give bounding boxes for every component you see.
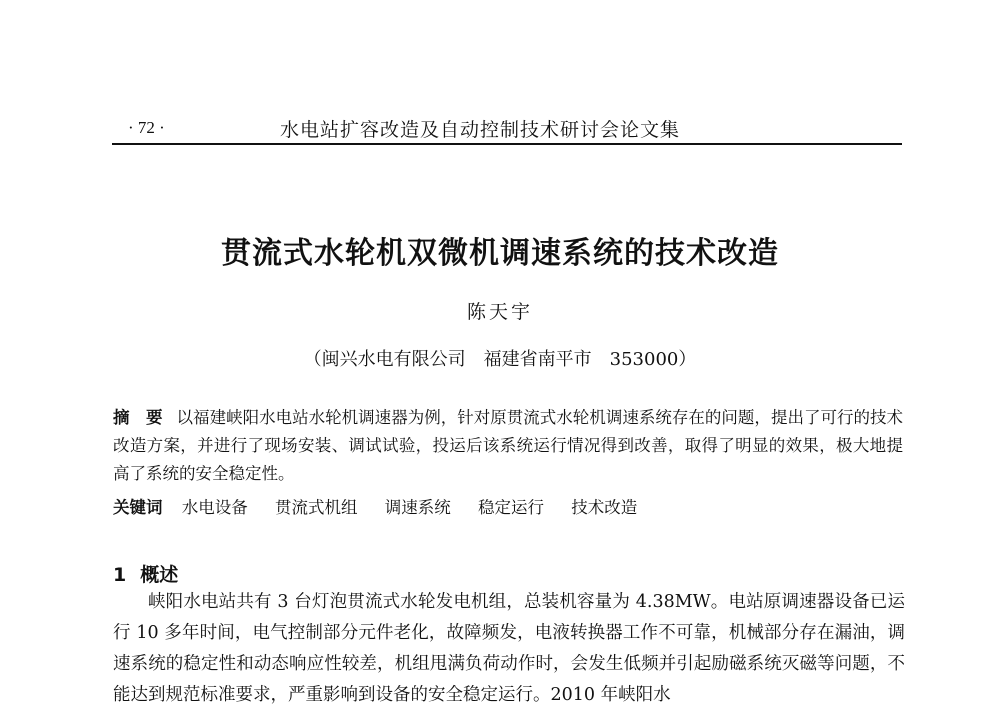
abstract [113, 404, 903, 488]
author-affiliation: （闽兴水电有限公司 福建省南平市 353000） [303, 349, 697, 370]
keyword-item: 调速系统 [384, 498, 451, 517]
journal-title: 水电站扩容改造及自动控制技术研讨会论文集 [280, 119, 681, 141]
paper-title: 贯流式水轮机双微机调速系统的技术改造 [221, 236, 779, 271]
section-body-text: 峡阳水电站共有 3 台灯泡贯流式水轮发电机组，总装机容量为 4.38MW。电站原调速器设备已运行 10 多年时间，电气控制部分元件老化，故障频发，电液转换器工作不可靠，机械部分存在漏油，调速系统的稳定性和动态响应性较差，机组甩满负荷动作时，会发生低频并引起励磁系统灭磁等问题，不能达到规范标准要求，严重影响到设备的安全稳定运行。2010 年峡阳水 [113, 592, 905, 705]
page-number: · 72 · [128, 118, 165, 137]
keywords-label: 关键词 [113, 498, 163, 517]
keyword-item: 稳定运行 [478, 498, 544, 517]
header-rule [112, 143, 902, 145]
section-number: 1 [113, 564, 127, 586]
abstract-label: 摘 要 [113, 408, 163, 427]
keyword-item: 水电设备 [181, 498, 248, 517]
section-heading [113, 560, 178, 587]
keywords [113, 494, 903, 518]
section-title: 概述 [140, 564, 179, 586]
abstract-text: 以福建峡阳水电站水轮机调速器为例，针对原贯流式水轮机调速系统存在的问题，提出了可行的技术改造方案，并进行了现场安装、调试试验，投运后该系统运行情况得到改善，取得了明显的效果，极大地提高了系统的安全稳定性。 [113, 408, 904, 483]
running-head [112, 112, 902, 144]
author-name: 陈天宇 [466, 301, 533, 323]
keyword-item: 技术改造 [571, 498, 638, 517]
keyword-item: 贯流式机组 [275, 498, 358, 517]
